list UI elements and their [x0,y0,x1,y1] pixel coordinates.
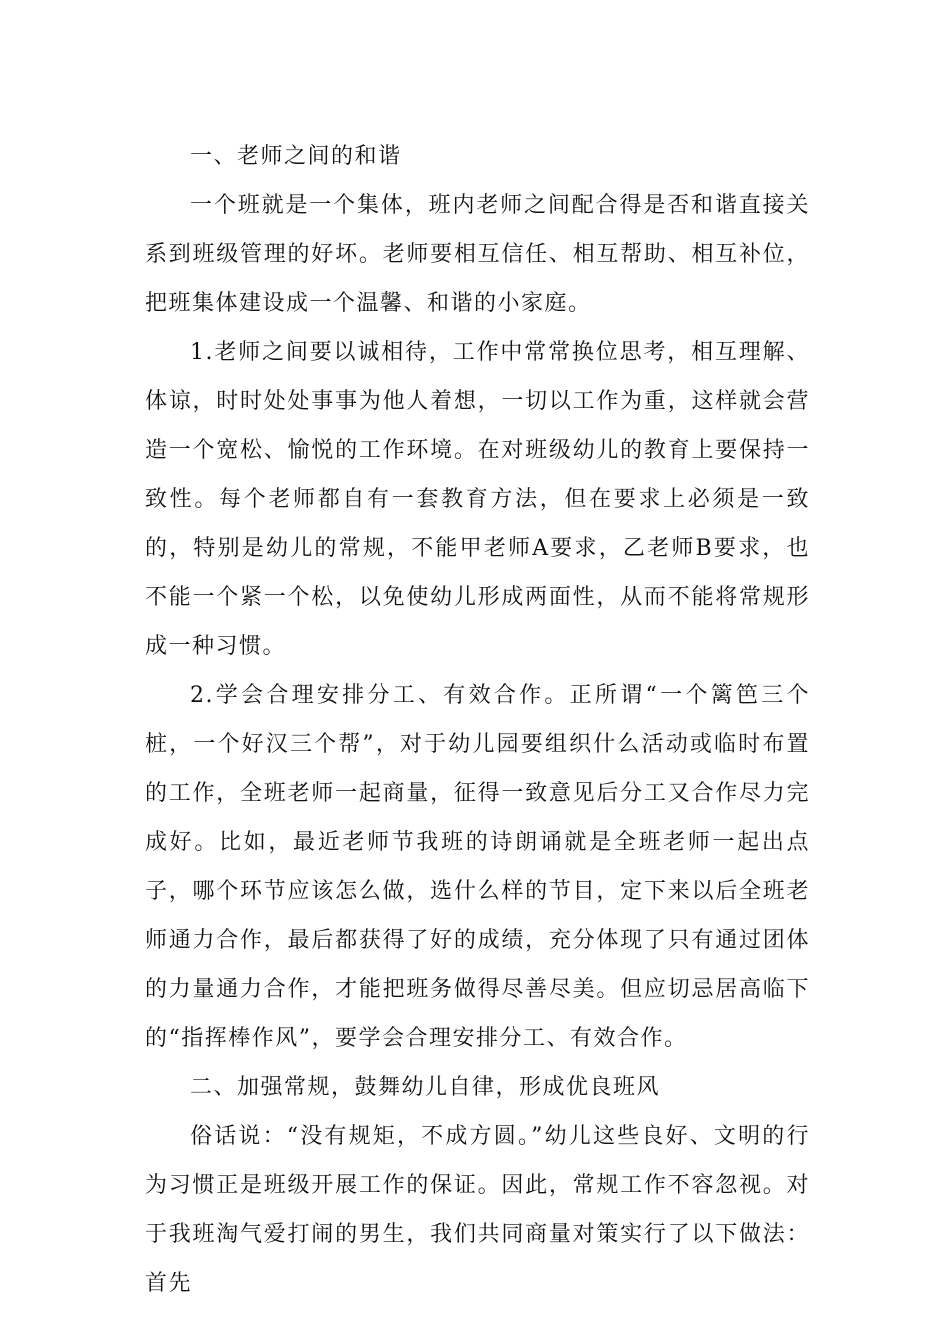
paragraph-intro: 一个班就是一个集体，班内老师之间配合得是否和谐直接关系到班级管理的好坏。老师要相互信任、相互帮助、相互补位，把班集体建设成一个温馨、和谐的小家庭。 [145,193,810,316]
document-body [145,132,810,1308]
paragraph-point-2: 2.学会合理安排分工、有效合作。正所谓“一个篱笆三个桩，一个好汉三个帮”，对于幼儿园要组织什么活动或临时布置的工作，全班老师一起商量，征得一致意见后分工又合作尽力完成好。比如，最近老师节我班的诗朗诵就是全班老师一起出点子，哪个环节应该怎么做，选什么样的节目，定下来以后全班老师通力合作，最后都获得了好的成绩，充分体现了只有通过团体的力量通力合作，才能把班务做得尽善尽美。但应切忌居高临下的“指挥棒作风”，要学会合理安排分工、有效合作。 [145,683,810,1051]
paragraph-point-1: 1.老师之间要以诚相待，工作中常常换位思考，相互理解、体谅，时时处处事事为他人着想，一切以工作为重，这样就会营造一个宽松、愉悦的工作环境。在对班级幼儿的教育上要保持一致性。每个老师都自有一套教育方法，但在要求上必须是一致的，特别是幼儿的常规，不能甲老师A要求，乙老师B要求，也不能一个紧一个松，以免使幼儿形成两面性，从而不能将常规形成一种习惯。 [145,340,810,659]
section-heading-1: 一、老师之间的和谐 [190,144,402,169]
section-heading-2: 二、加强常规，鼓舞幼儿自律，形成优良班风 [190,1075,661,1100]
paragraph-routine: 俗话说：“没有规矩，不成方圆。”幼儿这些良好、文明的行为习惯正是班级开展工作的保证。因此，常规工作不容忽视。对于我班淘气爱打闹的男生，我们共同商量对策实行了以下做法：首先 [145,1124,810,1296]
